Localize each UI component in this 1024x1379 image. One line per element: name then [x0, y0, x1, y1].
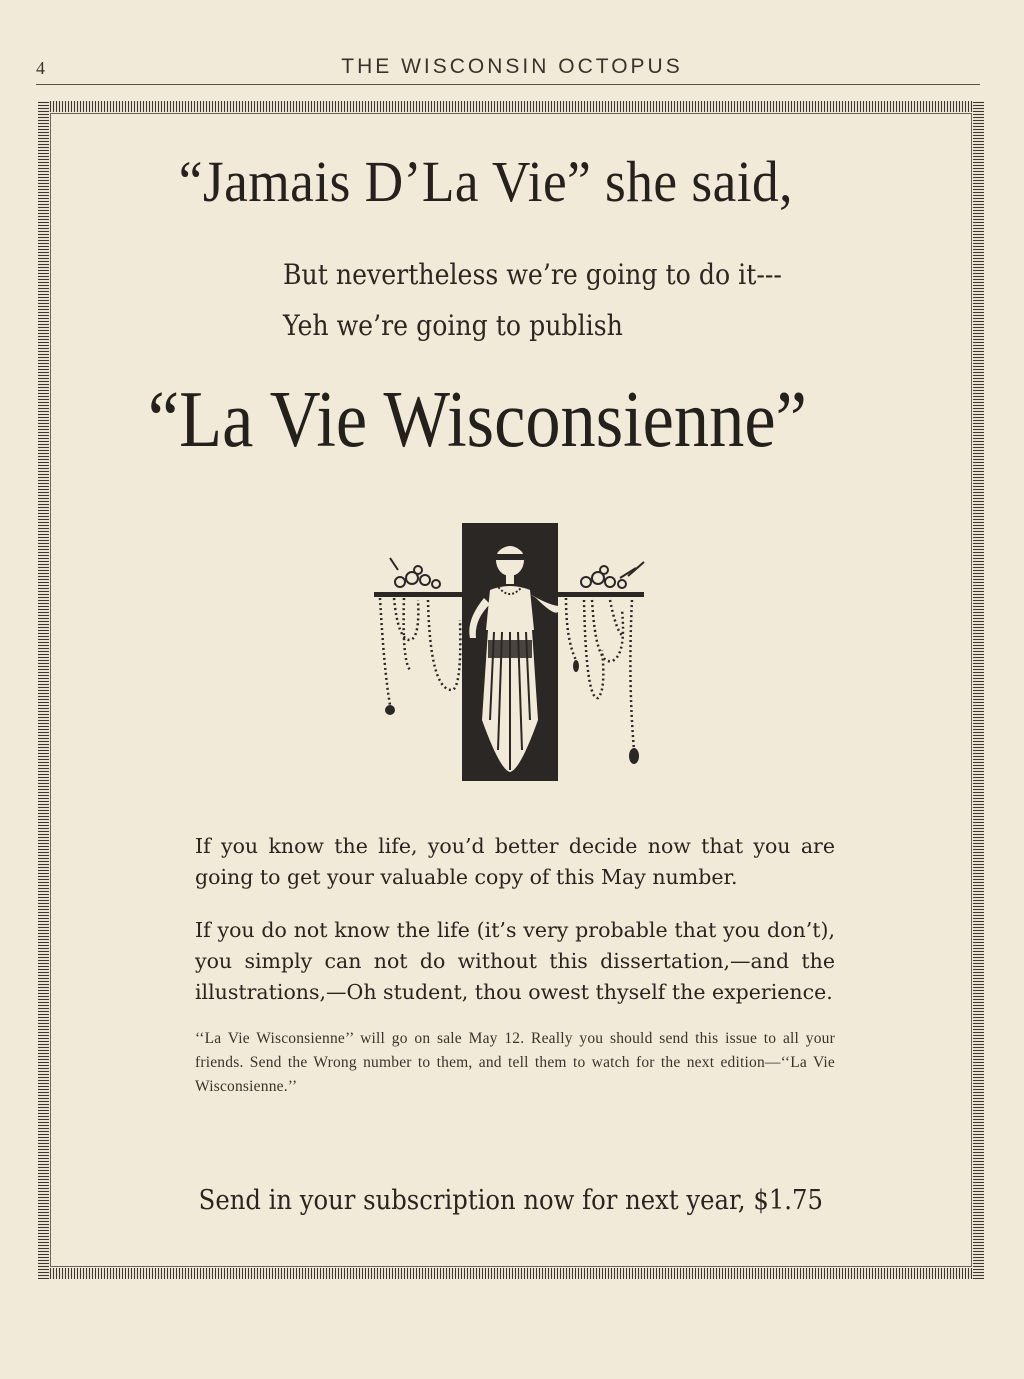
paragraph-on-sale: ‘‘La Vie Wisconsienne’’ will go on sale May 12. Really you should send this issue to all your friends. Send the Wrong number to them, and tell them to watch for the next edition—‘‘La Vie Wisconsienne.’’ [195, 1030, 835, 1095]
paragraph-know-the-life: If you know the life, you’d better decide now that you are going to get your valuable copy of this May number. [195, 834, 835, 889]
headline-la-vie-text: “La Vie Wisconsienne” [147, 376, 807, 464]
frame-top-edge [38, 101, 984, 112]
paragraph-do-not-know: If you do not know the life (it’s very probable that you don’t), you simply can not do without this dissertation,—and the illustrations,—Oh student, thou owest thyself the experience. [195, 918, 835, 1004]
headline-jamais [0, 148, 1024, 215]
subline-nevertheless: But nevertheless we’re going to do it--- [283, 258, 782, 291]
header-rule [36, 84, 980, 85]
frame-right-edge [973, 101, 984, 1279]
frame-bottom-edge [38, 1268, 984, 1279]
page-number: 4 [36, 58, 45, 78]
subline-publish: Yeh we’re going to publish [283, 309, 623, 342]
headline-jamais-text: “Jamais D’La Vie” she said, [178, 149, 794, 214]
frame-left-edge [38, 101, 49, 1279]
headline-la-vie [0, 375, 1024, 466]
running-head: THE WISCONSIN OCTOPUS [341, 55, 683, 78]
woman-with-jewelry-illustration [370, 520, 650, 784]
subscription-call-to-action-text: Send in your subscription now for next year, $1.75 [198, 1185, 823, 1216]
subscription-call-to-action [0, 1185, 1024, 1216]
